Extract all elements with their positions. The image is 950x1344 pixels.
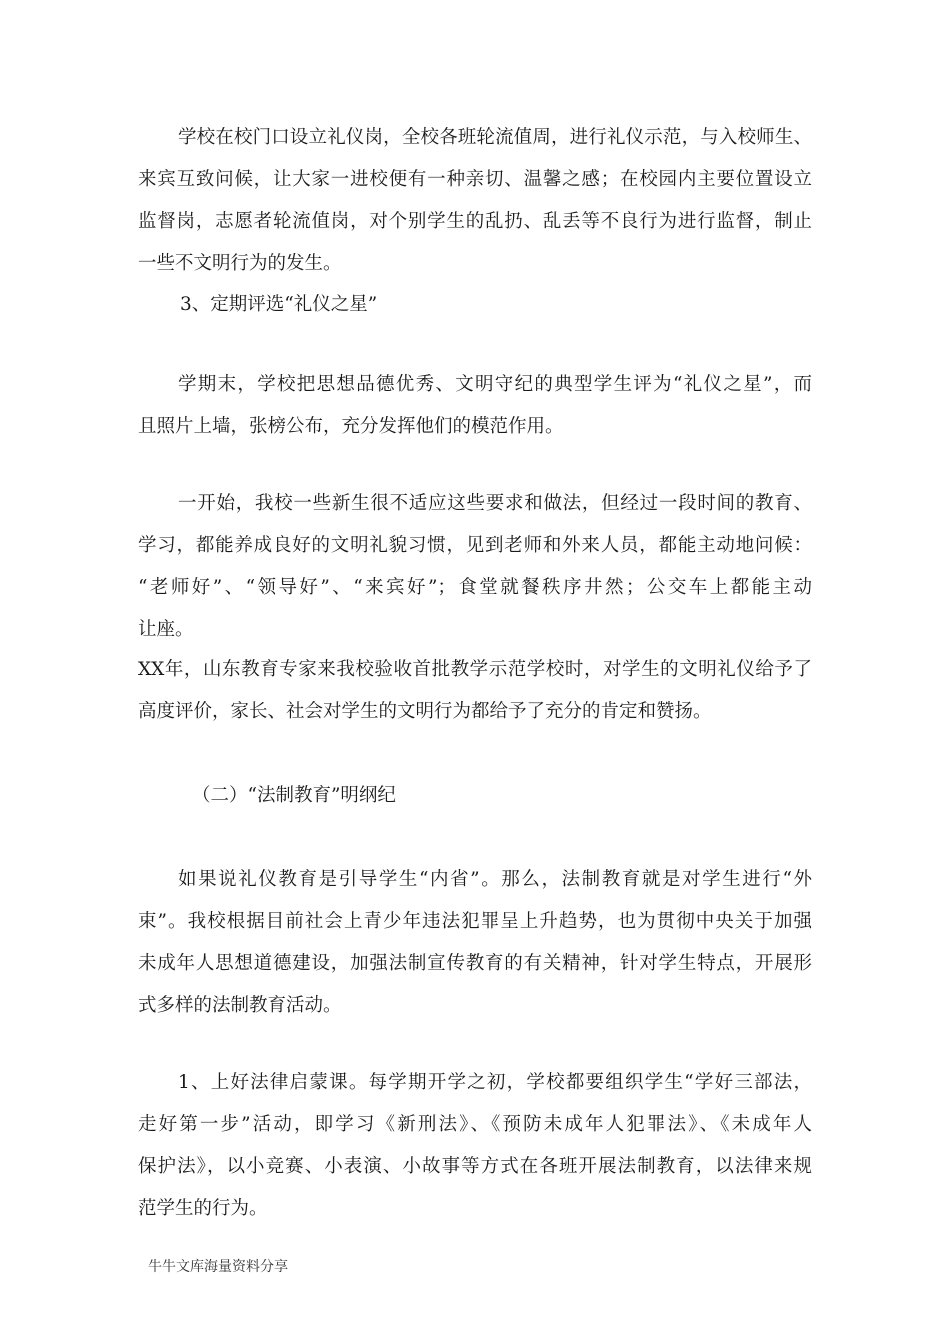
text-line: 走好第一步”活动，即学习《新刑法》、《预防未成年人犯罪法》、《未成年人 — [138, 1114, 812, 1135]
paragraph-legal-education-intro — [138, 859, 812, 1027]
text-line: 且照片上墙，张榜公布，充分发挥他们的模范作用。 — [138, 416, 564, 437]
text-line: 学校在校门口设立礼仪岗，全校各班轮流值周，进行礼仪示范，与入校师生、 — [178, 127, 812, 148]
text-line: 式多样的法制教育活动。 — [138, 995, 342, 1016]
paragraph-expert-review — [138, 649, 812, 733]
text-line: 学期末，学校把思想品德优秀、文明守纪的典型学生评为“礼仪之星”，而 — [178, 374, 812, 395]
text-line: 一开始，我校一些新生很不适应这些要求和做法，但经过一段时间的教育、 — [178, 493, 812, 514]
text-line: 让座。 — [138, 619, 194, 640]
text-line: 来宾互致问候，让大家一进校便有一种亲切、温馨之感；在校园内主要位置设立 — [138, 169, 812, 190]
text-line: 监督岗，志愿者轮流值岗，对个别学生的乱扔、乱丢等不良行为进行监督，制止 — [138, 211, 812, 232]
text-line: 保护法》，以小竞赛、小表演、小故事等方式在各班开展法制教育，以法律来规 — [138, 1156, 812, 1177]
text-line: 学习，都能养成良好的文明礼貌习惯，见到老师和外来人员，都能主动地问候： — [138, 535, 812, 556]
paragraph-semester-end — [138, 364, 812, 448]
text-line: 一些不文明行为的发生。 — [138, 253, 342, 274]
page-footer: 牛牛文库海量资料分享 — [148, 1259, 288, 1275]
text-line: 1、上好法律启蒙课。每学期开学之初，学校都要组织学生“学好三部法， — [178, 1072, 812, 1093]
text-line: “老师好”、“领导好”、“来宾好”；食堂就餐秩序井然；公交车上都能主动 — [138, 577, 812, 598]
text-line: 如果说礼仪教育是引导学生“内省”。那么，法制教育就是对学生进行“外 — [178, 869, 812, 890]
text-line: 范学生的行为。 — [138, 1198, 268, 1219]
paragraph-etiquette-post — [138, 117, 812, 285]
text-line: 高度评价，家长、社会对学生的文明行为都给予了充分的肯定和赞扬。 — [138, 701, 712, 722]
paragraph-new-students — [138, 483, 812, 651]
paragraph-law-enlightenment — [138, 1062, 812, 1230]
text-line: 未成年人思想道德建设，加强法制宣传教育的有关精神，针对学生特点，开展形 — [138, 953, 812, 974]
text-line: 束”。我校根据目前社会上青少年违法犯罪呈上升趋势，也为贯彻中央关于加强 — [138, 911, 812, 932]
section-heading-legal-education: （二）“法制教育”明纲纪 — [192, 785, 396, 806]
section-heading-etiquette-star: 3、定期评选“礼仪之星” — [180, 294, 378, 315]
text-line: XX年，山东教育专家来我校验收首批教学示范学校时，对学生的文明礼仪给予了 — [138, 659, 812, 680]
